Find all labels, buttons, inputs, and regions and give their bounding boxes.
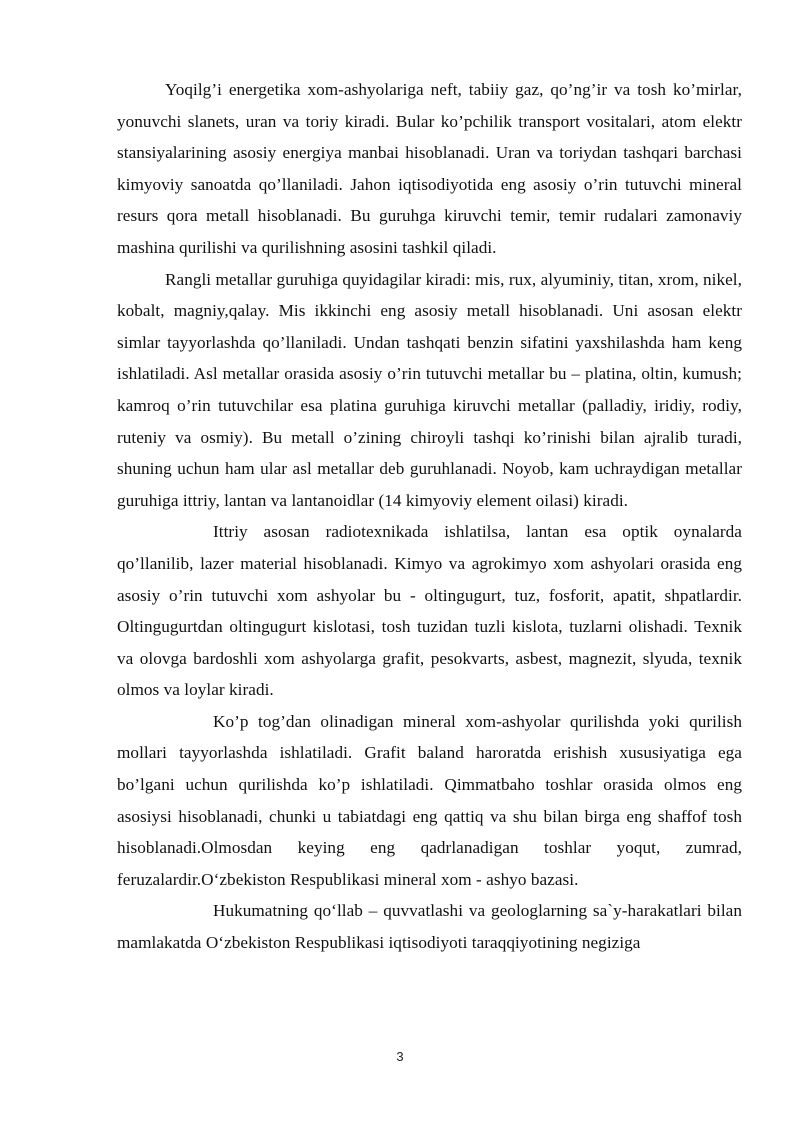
page-number: 3: [396, 1049, 404, 1064]
paragraph-construction-gemstones: Ko’p tog’dan olinadigan mineral xom-ashyolar qurilishda yoki qurilish mollari tayyorlashda ishlatiladi. Grafit baland haroratda erishish xususiyatiga ega bo’lgani uchun qurilishda ko’p ishlatiladi. Qimmatbaho toshlar orasida olmos eng asosiysi hisoblanadi, chunki u tabiatdagi eng qattiq va shu bilan birga eng shaffof tosh hisoblanadi.Olmosdan keying eng qadrlanadigan toshlar yoqut, zumrad, feruzalardir.O‘zbekiston Respublikasi mineral xom - ashyo bazasi.: [117, 711, 742, 889]
paragraph-non-ferrous-metals: Rangli metallar guruhiga quyidagilar kiradi: mis, rux, alyuminiy, titan, xrom, nikel, kobalt, magniy,qalay. Mis ikkinchi eng asosiy metall hisoblanadi. Uni asosan elektr simlar tayyorlashda qo’llaniladi. Undan tashqati benzin sifatini yaxshilashda ham keng ishlatiladi. Asl metallar orasida asosiy o’rin tutuvchi metallar bu – platina, oltin, kumush; kamroq o’rin tutuvchilar esa platina guruhiga kiruvchi metallar (palladiy, iridiy, rodiy, ruteniy va osmiy). Bu metall o’zining chiroyli tashqi ko’rinishi bilan ajralib turadi, shuning uchun ham ular asl metallar deb guruhlanadi. Noyob, kam uchraydigan metallar guruhiga ittriy, lantan va lantanoidlar (14 kimyoviy element oilasi) kiradi.: [117, 269, 742, 510]
paragraph-yttrium-chemistry: Ittriy asosan radiotexnikada ishlatilsa, lantan esa optik oynalarda qo’llanilib, lazer material hisoblanadi. Kimyo va agrokimyo xom ashyolari orasida eng asosiy o’rin tutuvchi xom ashyolar bu - oltingugurt, tuz, fosforit, apatit, shpatlardir. Oltingugurtdan oltingugurt kislotasi, tosh tuzidan tuzli kislota, tuzlarni olishadi. Texnik va olovga bardoshli xom ashyolarga grafit, pesokvarts, asbest, magnezit, slyuda, texnik olmos va loylar kiradi.: [117, 522, 742, 700]
document-body: [117, 74, 742, 959]
paragraph-government-support: Hukumatning qo‘llab – quvvatlashi va geologlarning sa`y-harakatlari bilan mamlakatda O‘zbekiston Respublikasi iqtisodiyoti taraqqiyotining negiziga: [117, 901, 742, 953]
paragraph-fuel-raw-materials: Yoqilg’i energetika xom-ashyolariga neft, tabiiy gaz, qo’ng’ir va tosh ko’mirlar, yonuvchi slanets, uran va toriy kiradi. Bular ko’pchilik transport vositalari, atom elektr stansiyalarining asosiy energiya manbai hisoblanadi. Uran va toriydan tashqari barchasi kimyoviy sanoatda qo’llaniladi. Jahon iqtisodiyotida eng asosiy o’rin tutuvchi mineral resurs qora metall hisoblanadi. Bu guruhga kiruvchi temir, temir rudalari zamonaviy mashina qurilishi va qurilishning asosini tashkil qiladi.: [117, 80, 742, 257]
